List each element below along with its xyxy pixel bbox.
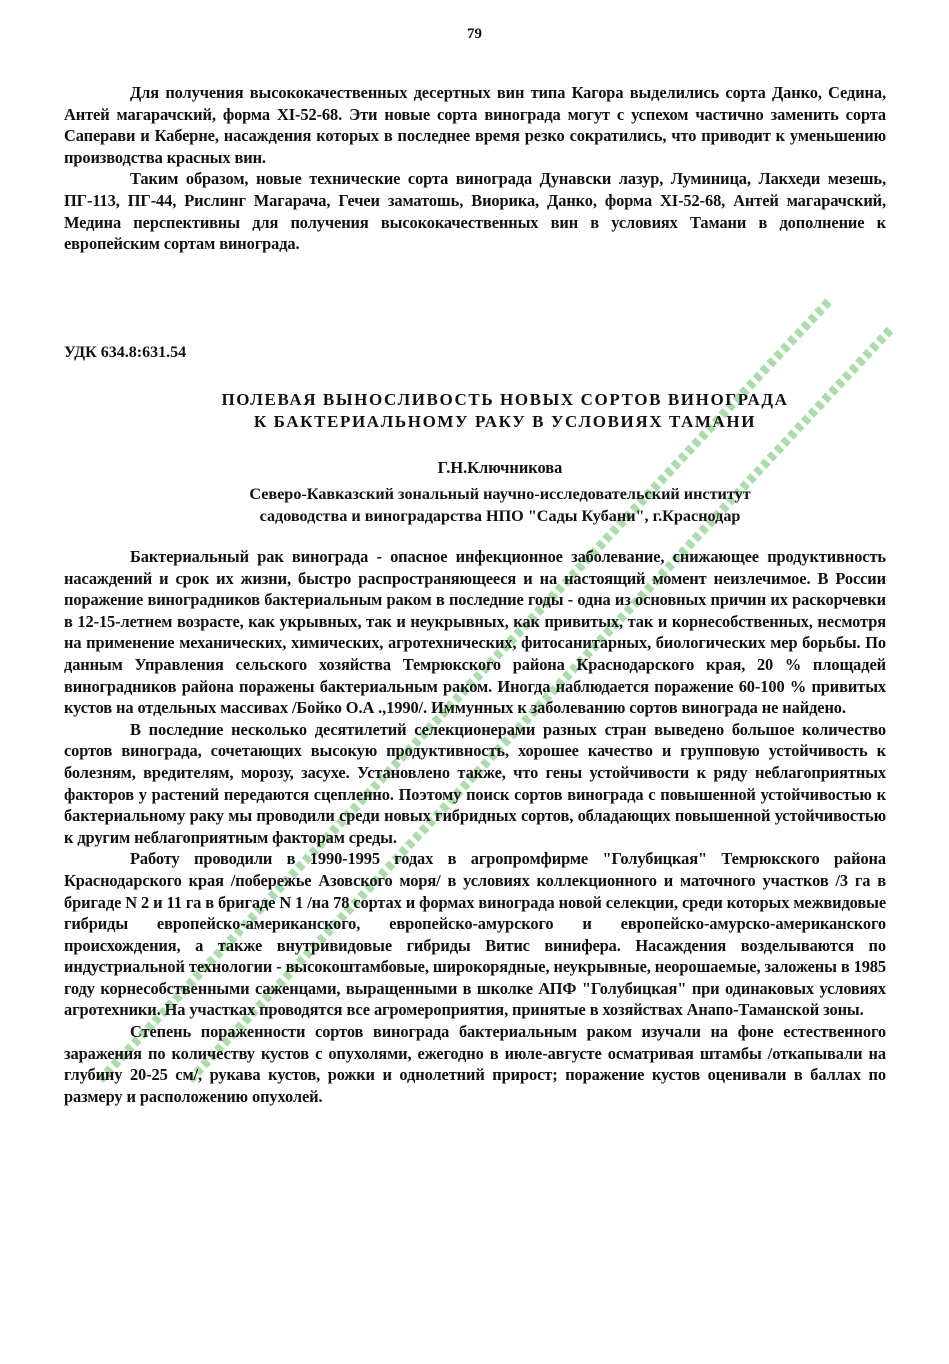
body-paragraph-1: Бактериальный рак винограда - опасное инфекционное заболевание, снижающее продуктивность насаждений и срок их жизни, быстро распространяющееся и на настоящий момент неизлечимое. В России поражение виноградников бактериальным раком в последние годы - одна из основных причин их раскорчевки в 12-15-летнем возрасте, как укрывных, так и неукрывных, как привитых, так и корнесобственных, несмотря на применение механических, химических, агротехнических, фитосанитарных, биологических мер борьбы. По данным Управления сельского хозяйства Темрюкского района Краснодарского края, 20 % площадей виноградников района поражены бактериальным раком. Иногда наблюдается поражение 60-100 % привитых кустов на отдельных массивах /Бойко О.А .,1990/. Иммунных к заболеванию сортов винограда не найдено.	[64, 547, 886, 718]
article-body	[64, 546, 886, 1107]
institute-line-2: садоводства и виноградарства НПО "Сады Кубани", г.Краснодар	[259, 506, 741, 525]
body-paragraph-3: Работу проводили в 1990-1995 годах в агропромфирме "Голубицкая" Темрюкского района Краснодарского края /побережье Азовского моря/ в условиях коллекционного и маточного участков /3 га в бригаде N 2 и 11 га в бригаде N 1 /на 78 сортах и формах винограда новой селекции, среди которых межвидовые гибриды европейско-американского, европейско-амурского и европейско-амурско-американского происхождения, а также внутривидовые гибриды Витис винифера. Насаждения возделываются по индустриальной технологии - высокоштамбовые, широкорядные, неукрывные, неорошаемые, заложены в 1985 году корнесобственными саженцами, выращенными в школке АПФ "Голубицкая" при одинаковых условиях агротехники. На участках проводятся все агромероприятия, принятые в хозяйствах Анапо-Таманской зоны.	[64, 849, 886, 1020]
page-number: 79	[467, 26, 482, 42]
author-name: Г.Н.Ключникова	[437, 458, 563, 477]
article-title-line-2: К БАКТЕРИАЛЬНОМУ РАКУ В УСЛОВИЯХ ТАМАНИ	[253, 412, 757, 431]
article-title-line-1: ПОЛЕВАЯ ВЫНОСЛИВОСТЬ НОВЫХ СОРТОВ ВИНОГРАДА	[221, 390, 789, 409]
udk-code: УДК 634.8:631.54	[64, 344, 187, 361]
institute-line-1: Северо-Кавказский зональный научно-исследовательский институт	[249, 485, 751, 503]
intro-paragraph-2: Таким образом, новые технические сорта винограда Дунавски лазур, Луминица, Лакхеди мезешь, ПГ-113, ПГ-44, Рислинг Магарача, Гечеи заматошь, Виорика, Данко, форма XI-52-68, Антей магарачский, Медина перспективны для получения высококачественных вин в условиях Тамани в дополнение к европейским сортам винограда.	[64, 169, 886, 254]
intro-section	[64, 82, 886, 255]
intro-paragraph-1: Для получения высококачественных десертных вин типа Кагора выделились сорта Данко, Седина, Антей магарачский, форма XI-52-68. Эти новые сорта винограда могут с успехом частично заменить сорта Саперави и Каберне, насаждения которых в последнее время резко сократились, что приводит к уменьшению производства красных вин.	[64, 83, 886, 167]
article-title	[160, 389, 850, 433]
body-paragraph-4: Степень пораженности сортов винограда бактериальным раком изучали на фоне естественного заражения по количеству кустов с опухолями, ежегодно в июле-августе осматривая штамбы /откапывали на глубину 20-25 см/, рукава кустов, рожки и однолетний прирост; поражение кустов оценивали в баллах по размеру и расположению опухолей.	[64, 1022, 886, 1106]
institute-affiliation	[150, 484, 850, 527]
body-paragraph-2: В последние несколько десятилетий селекционерами разных стран выведено большое количество сортов винограда, сочетающих высокую продуктивность, хорошее качество и групповую устойчивость к болезням, вредителям, морозу, засухе. Установлено также, что гены устойчивости к ряду неблагоприятных факторов у растений передаются сцепленно. Поэтому поиск сортов винограда с повышенной устойчивостью к бактериальному раку мы проводили среди новых гибридных сортов, обладающих повышенной устойчивостью к другим неблагоприятным факторам среды.	[64, 719, 886, 847]
